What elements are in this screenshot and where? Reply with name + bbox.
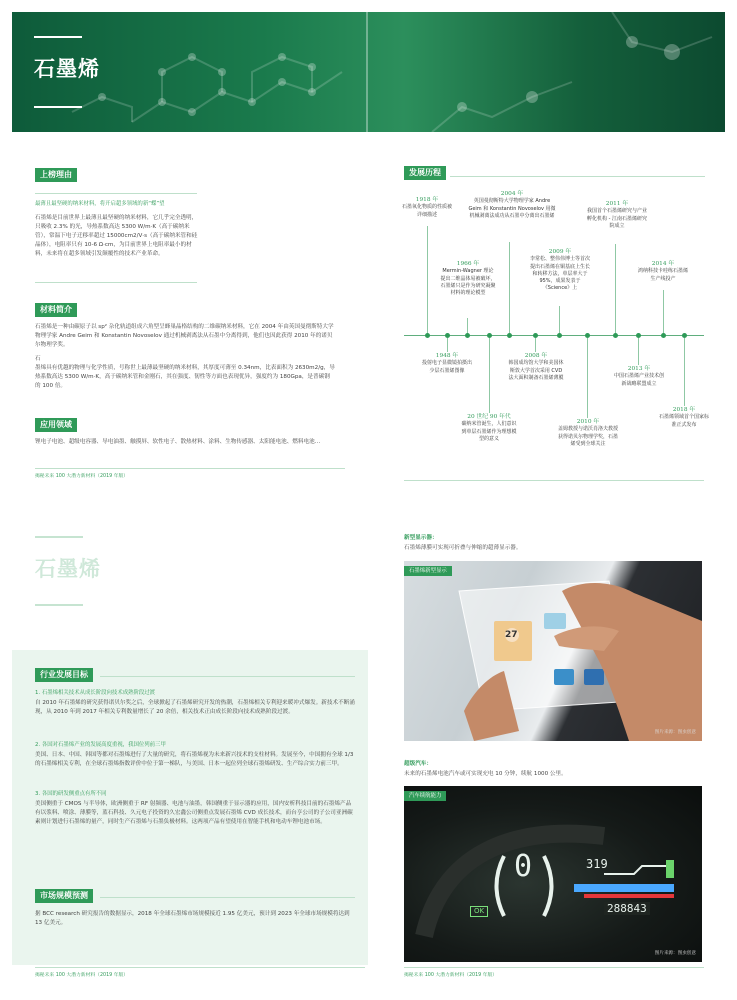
timeline-dot — [425, 333, 430, 338]
timeline-event-2013 — [612, 365, 666, 388]
event-text: Mermin-Wagner 理论提出二维晶体易被破坏，石墨烯只是作为研究凝聚材料的理论模型 — [440, 268, 496, 297]
apps-body: 锂电子电池、超级电容器、导电油墨、触摸屏、软性电子、散热材料、涂料、生物传感器、太阳能电池、燃料电池… — [35, 439, 321, 445]
event-year: 1948 年 — [435, 353, 459, 359]
timeline-event-2018 — [658, 406, 710, 429]
odometer-readout: 288843 — [604, 902, 650, 915]
speed-readout: 0 — [514, 849, 533, 884]
footer-right: 揭秘未来 100 大潜力新材料（2019 年版） — [404, 973, 498, 978]
event-text: 李常松、整伟伟博士等首次提出石墨烯在铜基底上生长和转移方法，单层率大于 95%，成果发表于《Science》上 — [530, 256, 591, 292]
history-divider — [450, 176, 705, 177]
timeline-event-2008 — [508, 352, 564, 382]
reason-divider — [35, 193, 197, 194]
footer-right-line-top — [404, 480, 704, 481]
reason-header — [35, 168, 195, 182]
intro-body-2: 石 — [35, 356, 41, 362]
display-label: 新型显示器： — [404, 535, 438, 541]
ok-indicator: OK — [470, 906, 488, 917]
molecule-graphic — [12, 12, 725, 132]
market-header — [35, 889, 93, 903]
timeline-event-1948 — [420, 352, 474, 375]
intro-label: 材料简介 — [35, 303, 77, 317]
footer-left-top: 揭秘未来 100 大潜力新材料（2019 年版） — [35, 474, 129, 479]
event-year: 2014 年 — [651, 261, 675, 267]
event-text: 英国曼彻斯特大学物理学家 Andre Geim 和 Konstantin Novoselov 用微机械剥离法成功从石墨中分离出石墨烯 — [468, 198, 556, 219]
timeline-event-1918 — [400, 196, 454, 219]
event-year: 2018 年 — [672, 407, 696, 413]
timeline-dot — [557, 333, 562, 338]
range-readout: 319 — [586, 857, 608, 871]
hero-top-rule — [34, 36, 82, 38]
faded-bottom-rule — [35, 604, 83, 606]
target-1-head: 1. 石墨烯相关技术从成长阶段向技术成熟阶段过渡 — [35, 690, 156, 696]
faded-title: 石墨烯 — [35, 556, 101, 581]
reason-body: 石墨烯是目前世界上最薄且最坚硬的纳米材料，它几乎完全透明，只吸收 2.3% 的光，导热系数高达 5300 W/m·K（高于碳纳米管），常温下电子迁移率超过 15000cm2/V·s（高于碳纳米管和硅晶体），电阻率只有 10-6 Ω·cm，为目前世界上电阻率最小的材料，未来将在超多领域引发颠覆性的技术产业革命。 — [35, 215, 198, 257]
target-1-body: 自 2010 年石墨烯的研究获得诺贝尔奖之后，全球掀起了石墨烯研究开发的热潮，石墨烯相关专利迎来暖冲式爆发。新技术不断涌现，从 2010 年到 2017 年相关专利数量增长了 20 余倍，相关技术正由成长阶段向技术成熟阶段过渡。 — [35, 700, 355, 715]
target-2-head: 2. 各国对石墨烯产业的发展高度重视，我国位列前三甲 — [35, 742, 166, 748]
intro-body-3: 墨烯具有优越的物理与化学性质，号称世上最薄最坚硬的纳米材料，其厚度可薄至 0.34nm，比表面积为 2630m2/g，导热系数高达 5300 W/m·K，高于碳纳米管和金刚石，其在强度、韧性等方面也表现优异，强度约为 180Gpa，是普碳钢的 100 倍。 — [35, 365, 335, 389]
event-text: 我国首个石墨烯研究与产业孵化机构 - 江南石墨烯研究院成立 — [586, 208, 647, 229]
reason-tagline: 最薄且最坚硬的纳米材料，将开启超多领域的新“蝶”望 — [35, 201, 165, 207]
event-text: 韩国成均馆大学和美国休斯敦大学首次采用 CVD 法大面积制备石墨烯薄膜 — [508, 360, 564, 381]
timeline-stem — [509, 242, 510, 335]
timeline-event-2009 — [530, 248, 590, 293]
reason-label: 上榜理由 — [35, 168, 77, 182]
timeline-stem — [447, 338, 448, 352]
event-text: 中国石墨烯产业技术创新战略联盟成立 — [613, 373, 664, 387]
event-year: 1918 年 — [415, 197, 439, 203]
target-2-body: 美国、日本、中国、韩国等都对石墨烯进行了大量的研究，将石墨烯视为未来新兴技术的支柱材料。发展至今，中国拥有全球 1/3 的石墨烯相关专利，在全球石墨烯指数评价中位于第一梯队，与美国、日本一起位列全球石墨烯研发、生产综合实力前三甲。 — [35, 752, 354, 767]
timeline-event-2011 — [586, 200, 648, 230]
timeline-stem — [663, 290, 664, 335]
faded-top-rule — [35, 536, 83, 538]
timeline-event-1966 — [440, 260, 496, 297]
event-text: 盖姆教授与诺沃肖洛夫教授获得诺贝尔物理学奖，石墨烯受到全球关注 — [557, 426, 618, 447]
intro-header — [35, 303, 77, 317]
timeline-event-2014 — [636, 260, 690, 283]
car-dashboard-photo — [404, 786, 702, 962]
page-divider — [366, 12, 368, 132]
timeline-event-1990s — [460, 413, 518, 443]
event-text: 投射电子显微镜拍摄出少层石墨烯图像 — [421, 360, 472, 374]
timeline-dot — [465, 333, 470, 338]
event-year: 2013 年 — [627, 366, 651, 372]
event-text: 鸿纳科技卡哇练石墨烯生产线投产 — [637, 268, 688, 282]
event-year: 2008 年 — [524, 353, 548, 359]
timeline-stem — [489, 338, 490, 413]
display-desc: 石墨烯薄膜可实现可折叠与伸缩的超薄显示器。 — [404, 545, 522, 551]
reason-bottom-divider — [35, 282, 197, 283]
timeline-stem — [587, 338, 588, 418]
timeline-stem — [615, 244, 616, 335]
event-year: 2009 年 — [548, 249, 572, 255]
screen-number: 27 — [505, 630, 518, 640]
event-text: 碳纳米管诞生，人们意识到单层石墨烯作为理想模型的意义 — [461, 421, 517, 442]
display-photo-tag: 石墨烯新型显示 — [404, 566, 452, 576]
timeline-dot — [661, 333, 666, 338]
target-3-body: 美国侧重于 CMOS 与半导体，欧洲侧重于 RF 射频器、电池与油墨，韩国侧重于显示器的应用，国内安析科技目前的石墨烯产品有以浆料、喷涂、薄膜等，蓝石科技、久元电子投资的久宏鑫公司侧重点发展石墨烯 CVD 成长技术，而台亨公司的子公司亚洲碳素则计划进行石墨烯的量产，同时生产石墨烯与石墨负极材料。这两项产品有望使用在智能手机和电动车锂电池市场。 — [35, 801, 353, 825]
timeline-stem — [427, 226, 428, 335]
market-body: 据 BCC research 研究报告的数据显示，2018 年全球石墨烯市场规模接近 1.95 亿美元，预计到 2023 年全球市场规模将达到 13 亿美元。 — [35, 911, 350, 926]
timeline-stem — [559, 306, 560, 335]
targets-header — [35, 668, 93, 682]
event-text: 石墨烯领域首个国家标准正式发布 — [658, 414, 709, 428]
intro-body: 石墨烯是一种由碳原子以 sp² 杂化轨道组成六角型呈蜂巢晶格结构的二维碳纳米材料，它在 2004 年由英国曼彻斯特大学物理学家 Andre Geim 和 Konstantin Novoselov 通过机械剥离法从石墨中分离得到，他们也因此获得 2010 年的诺贝尔物理学奖。 — [35, 324, 334, 348]
targets-label: 行业发展目标 — [35, 668, 93, 682]
hand-display-illustration — [404, 561, 702, 741]
target-3-head: 3. 各国的研发侧重点有所不同 — [35, 791, 107, 797]
footer-left-line — [35, 967, 365, 968]
car-desc: 未来的石墨烯电池汽车或可实现充电 10 分钟，续航 1000 公里。 — [404, 771, 567, 777]
timeline-dot — [613, 333, 618, 338]
footer-right-line — [404, 967, 704, 968]
apps-label: 应用领域 — [35, 418, 77, 432]
market-divider — [100, 897, 355, 898]
display-photo-credit: 图片来源：图虫创意 — [654, 729, 696, 735]
timeline-stem — [684, 338, 685, 406]
history-header — [404, 166, 446, 180]
timeline-dot — [507, 333, 512, 338]
display-photo — [404, 561, 702, 741]
dashboard-illustration — [404, 786, 702, 962]
hero-title: 石墨烯 — [34, 56, 100, 81]
car-photo-tag: 汽车续航能力 — [404, 791, 446, 801]
timeline-stem — [638, 338, 639, 365]
targets-divider — [100, 676, 355, 677]
apps-header — [35, 418, 77, 432]
event-year: 20 世纪 90 年代 — [467, 414, 511, 420]
timeline-stem — [535, 338, 536, 352]
hero-banner — [12, 12, 725, 132]
event-year: 2010 年 — [576, 419, 600, 425]
hero-bottom-rule — [34, 106, 82, 108]
market-label: 市场规模预测 — [35, 889, 93, 903]
event-year: 2011 年 — [605, 201, 629, 207]
footer-left-line-top — [35, 468, 345, 469]
event-text: 石墨氧化物质的性质被详细描述 — [401, 204, 452, 218]
history-label: 发展历程 — [404, 166, 446, 180]
car-photo-credit: 图片来源：图虫创意 — [654, 950, 696, 956]
car-label: 超级汽车： — [404, 761, 432, 767]
timeline-event-2010 — [556, 418, 620, 448]
timeline-event-2004 — [468, 190, 556, 220]
event-year: 1966 年 — [456, 261, 480, 267]
footer-left: 揭秘未来 100 大潜力新材料（2019 年版） — [35, 973, 129, 978]
event-year: 2004 年 — [500, 191, 524, 197]
